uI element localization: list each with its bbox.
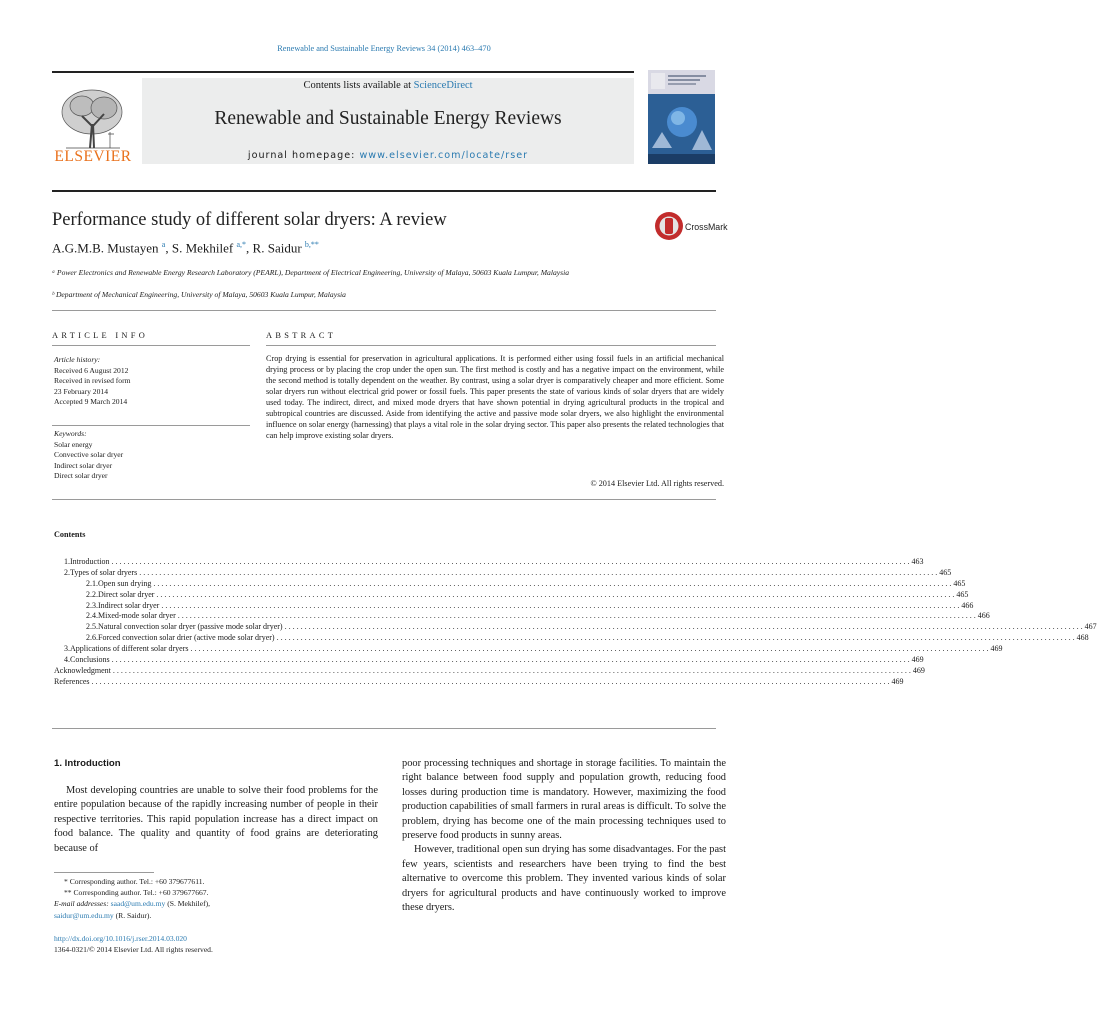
toc-entry[interactable]	[64, 622, 1097, 633]
doi-block	[54, 933, 213, 955]
toc-page-number[interactable]: 463	[911, 557, 924, 566]
intro-right-paragraph: However, traditional open sun drying has some disadvantages. For the past few years, scientists and researchers have been trying to find the best alternative to overcome this problem. They invented various kinds of solar dryers for agricultural products and have continuously worked to improve these dryers.	[402, 844, 726, 914]
email-owner: (S. Mekhilef),	[165, 899, 211, 909]
toc-page-number[interactable]: 467	[1084, 622, 1097, 632]
contents-available-line	[142, 80, 634, 91]
toc-title[interactable]: Open sun drying	[98, 578, 152, 588]
toc-page-number[interactable]: 466	[977, 611, 990, 621]
author-name[interactable]: S. Mekhilef	[171, 240, 234, 256]
abstract-copyright: © 2014 Elsevier Ltd. All rights reserved.	[590, 479, 724, 488]
toc-title[interactable]: References	[54, 676, 90, 686]
affiliation-b: ᵇ Department of Mechanical Engineering, University of Malaya, 50603 Kuala Lumpur, Malaysia	[52, 290, 346, 299]
toc-number: 1.	[64, 557, 70, 566]
introduction-heading: 1. Introduction	[54, 758, 121, 769]
abstract-rule	[266, 345, 716, 346]
header-bottom-rule	[52, 190, 716, 192]
toc-title[interactable]: Forced convection solar drier (active mode solar dryer)	[98, 633, 275, 643]
author-affiliation-marker[interactable]: b,**	[304, 240, 319, 249]
table-of-contents	[54, 557, 1097, 688]
abstract-text: Crop drying is essential for preservation in agricultural applications. It is performed either using fossil fuels in an artificial mechanical drying process or by placing the crop under the open sun. The first method is costly and has a negative impact on the environment, while the second method is totally dependent on the weather. By contrast, using a solar dryer is comparatively cheaper and more efficient. Some solar dryers run without electrical grid power or fossil fuels. This paper presents the state of various kinds of solar dryers that are widely used today. The indirect, direct, and mixed mode dryers that have shown potential in drying agricultural products in the tropical and subtropical countries are discussed. Aside from identifying the active and passive mode solar dryers, we also highlight the environmental influence on solar energy (harnessing) that plays a vital role in the solar drying sector. This paper also presents the related technologies that can help improve existing solar dryers.	[266, 354, 724, 441]
toc-entry[interactable]	[64, 655, 924, 666]
toc-number: 2.2.	[86, 589, 98, 599]
footnote-author-1: * Corresponding author. Tel.: +60 379677611.	[64, 877, 205, 886]
keyword: Indirect solar dryer	[54, 460, 113, 470]
toc-leader-dots: . . . . . . . . . . . . . . . . . . . . . . . . . . . . . . . . . . . . . . . . . . . . . . . . . . . . . . . . . . . . . . . . . . . . . . . . . . . . . . . . . . . . . . . . . . . . . . . . . . . . . . . . . . . . . . . . . . . . . . . . . . . . . . . . . . . . . . . . . . . . . . . . . . . . . . . . . . . . . . . . . . . . . . . . . . . . . . . . . . . . . . . . . . . . . . . . . . . . . . . .	[190, 644, 989, 654]
crossmark-badge[interactable]	[654, 209, 734, 243]
toc-leader-dots: . . . . . . . . . . . . . . . . . . . . . . . . . . . . . . . . . . . . . . . . . . . . . . . . . . . . . . . . . . . . . . . . . . . . . . . . . . . . . . . . . . . . . . . . . . . . . . . . . . . . . . . . . . . . . . . . . . . . . . . . . . . . . . . . . . . . . . . . . . . . . . . . . . . . . . . . . . . . . . . . . . . . . . . . . . . . . . . . . . . . . . . . . . . . . . . . . . . . . . . .	[139, 567, 938, 577]
toc-title[interactable]: Indirect solar dryer	[98, 600, 160, 610]
affiliation-a: ᵃ Power Electronics and Renewable Energy Research Laboratory (PEARL), Department of Electrical Engineering, University of Malaya, 50603 Kuala Lumpur, Malaysia	[52, 268, 569, 277]
footnote-author-2: ** Corresponding author. Tel.: +60 379677667.	[64, 888, 209, 898]
author-name[interactable]: A.G.M.B. Mustayen	[52, 240, 159, 256]
toc-entry[interactable]	[64, 611, 990, 622]
toc-leader-dots: . . . . . . . . . . . . . . . . . . . . . . . . . . . . . . . . . . . . . . . . . . . . . . . . . . . . . . . . . . . . . . . . . . . . . . . . . . . . . . . . . . . . . . . . . . . . . . . . . . . . . . . . . . . . . . . . . . . . . . . . . . . . . . . . . . . . . . . . . . . . . . . . . . . . . . . . . . . . . . . . . . . . . . . . . . . . . . . . . . . . . . . . . . . . . . . . . . . . . . . .	[161, 600, 960, 610]
email-label: E-mail addresses:	[54, 899, 111, 909]
toc-page-number[interactable]: 468	[1076, 633, 1089, 643]
intro-left-paragraph: Most developing countries are unable to solve their food problems for the entire population because of the rapidly increasing number of people in their respective territories. This rapid population increase has a direct impact on food balance. The quality and quantity of food grains are deteriorating because of	[54, 785, 378, 854]
footnotes	[54, 876, 211, 921]
sciencedirect-link[interactable]: ScienceDirect	[413, 80, 473, 91]
toc-page-number[interactable]: 469	[891, 676, 904, 686]
keywords-list	[54, 429, 123, 482]
author-separator: ,	[165, 240, 172, 256]
toc-page-number[interactable]: 469	[911, 655, 924, 665]
intro-right-paragraph: poor processing techniques and shortage in storage facilities. To maintain the right balance between food supply and population growth, reducing food losses during production time is mandatory. However, maximizing the food production capabilities of small farmers in rural areas is difficult. To solve the problem, drying has become one of the main processing techniques used to preserve food products in sunny areas.	[402, 758, 726, 842]
toc-entry[interactable]	[64, 600, 974, 612]
toc-page-number[interactable]: 465	[953, 578, 966, 588]
toc-entry[interactable]	[64, 633, 1089, 644]
keyword: Solar energy	[54, 439, 93, 449]
article-info-heading: ARTICLE INFO	[52, 331, 149, 340]
toc-entry[interactable]	[54, 665, 925, 677]
toc-title[interactable]: Introduction	[70, 557, 110, 566]
keywords-label: Keywords:	[54, 429, 87, 438]
contents-end-rule	[52, 728, 716, 729]
doi-link[interactable]: http://dx.doi.org/10.1016/j.rser.2014.03.020	[54, 934, 187, 943]
toc-title[interactable]: Applications of different solar dryers	[70, 644, 189, 654]
toc-title[interactable]: Direct solar dryer	[98, 589, 155, 599]
author-separator: ,	[246, 240, 253, 256]
toc-number: 2.5.	[86, 622, 98, 632]
toc-title[interactable]: Mixed-mode solar dryer	[98, 611, 176, 621]
keyword: Direct solar dryer	[54, 471, 108, 481]
toc-leader-dots: . . . . . . . . . . . . . . . . . . . . . . . . . . . . . . . . . . . . . . . . . . . . . . . . . . . . . . . . . . . . . . . . . . . . . . . . . . . . . . . . . . . . . . . . . . . . . . . . . . . . . . . . . . . . . . . . . . . . . . . . . . . . . . . . . . . . . . . . . . . . . . . . . . . . . . . . . . . . . . . . . . . . . . . . . . . . . . . . . . . . . . . . . . . . . . . . . . . . . . . .	[91, 676, 890, 686]
toc-entry[interactable]	[64, 644, 1003, 655]
toc-leader-dots: . . . . . . . . . . . . . . . . . . . . . . . . . . . . . . . . . . . . . . . . . . . . . . . . . . . . . . . . . . . . . . . . . . . . . . . . . . . . . . . . . . . . . . . . . . . . . . . . . . . . . . . . . . . . . . . . . . . . . . . . . . . . . . . . . . . . . . . . . . . . . . . . . . . . . . . . . . . . . . . . . . . . . . . . . . . . . . . . . . . . . . . . . . . . . . . . . . . . . . . .	[111, 557, 910, 566]
abstract-end-rule	[52, 499, 716, 500]
article-info-rule	[52, 345, 250, 346]
toc-title[interactable]: Conclusions	[70, 655, 110, 665]
toc-number: 3.	[64, 644, 70, 654]
elsevier-wordmark: ELSEVIER	[54, 148, 132, 165]
article-history	[54, 355, 131, 408]
toc-leader-dots: . . . . . . . . . . . . . . . . . . . . . . . . . . . . . . . . . . . . . . . . . . . . . . . . . . . . . . . . . . . . . . . . . . . . . . . . . . . . . . . . . . . . . . . . . . . . . . . . . . . . . . . . . . . . . . . . . . . . . . . . . . . . . . . . . . . . . . . . . . . . . . . . . . . . . . . . . . . . . . . . . . . . . . . . . . . . . . . . . . . . . . . . . . . . . . . . . . . . . . . .	[156, 589, 955, 599]
toc-number: 2.1.	[86, 578, 98, 588]
journal-cover-image[interactable]	[648, 70, 715, 164]
toc-leader-dots: . . . . . . . . . . . . . . . . . . . . . . . . . . . . . . . . . . . . . . . . . . . . . . . . . . . . . . . . . . . . . . . . . . . . . . . . . . . . . . . . . . . . . . . . . . . . . . . . . . . . . . . . . . . . . . . . . . . . . . . . . . . . . . . . . . . . . . . . . . . . . . . . . . . . . . . . . . . . . . . . . . . . . . . . . . . . . . . . . . . . . . . . . . . . . . . . . . . . . . . .	[177, 611, 976, 621]
email-owner: (R. Saidur).	[113, 910, 152, 920]
toc-entry[interactable]	[54, 676, 904, 688]
header-top-rule	[52, 71, 634, 73]
toc-entry[interactable]	[64, 589, 969, 601]
contents-heading: Contents	[54, 530, 86, 539]
article-info-divider	[52, 425, 250, 426]
journal-citation[interactable]: Renewable and Sustainable Energy Reviews 34 (2014) 463–470	[277, 44, 491, 53]
paper-title: Performance study of different solar dryers: A review	[52, 210, 447, 230]
email-link[interactable]: saad@um.edu.my	[110, 899, 166, 909]
toc-entry[interactable]	[64, 578, 966, 590]
history-entry: Received in revised form	[54, 376, 131, 386]
toc-leader-dots: . . . . . . . . . . . . . . . . . . . . . . . . . . . . . . . . . . . . . . . . . . . . . . . . . . . . . . . . . . . . . . . . . . . . . . . . . . . . . . . . . . . . . . . . . . . . . . . . . . . . . . . . . . . . . . . . . . . . . . . . . . . . . . . . . . . . . . . . . . . . . . . . . . . . . . . . . . . . . . . . . . . . . . . . . . . . . . . . . . . . . . . . . . . . . . . . . . . . . . . .	[276, 633, 1075, 643]
toc-page-number[interactable]: 469	[990, 644, 1003, 654]
contents-prefix: Contents lists available at	[303, 80, 414, 91]
author-name[interactable]: R. Saidur	[252, 240, 302, 256]
toc-page-number[interactable]: 466	[961, 600, 974, 610]
toc-leader-dots: . . . . . . . . . . . . . . . . . . . . . . . . . . . . . . . . . . . . . . . . . . . . . . . . . . . . . . . . . . . . . . . . . . . . . . . . . . . . . . . . . . . . . . . . . . . . . . . . . . . . . . . . . . . . . . . . . . . . . . . . . . . . . . . . . . . . . . . . . . . . . . . . . . . . . . . . . . . . . . . . . . . . . . . . . . . . . . . . . . . . . . . . . . . . . . . . . . . . . . . .	[153, 578, 952, 588]
toc-entry[interactable]	[64, 557, 924, 568]
toc-number: 2.	[64, 567, 70, 577]
journal-title: Renewable and Sustainable Energy Reviews	[214, 108, 562, 129]
toc-entry[interactable]	[64, 567, 952, 579]
author-affiliation-marker[interactable]: a	[161, 240, 166, 249]
author-list	[52, 240, 319, 256]
journal-homepage-line	[142, 150, 634, 161]
toc-number: 2.3.	[86, 600, 98, 610]
toc-number: 2.4.	[86, 611, 98, 621]
author-affiliation-marker[interactable]: a,*	[236, 240, 247, 249]
crossmark-label: CrossMark	[685, 222, 728, 232]
homepage-link[interactable]: www.elsevier.com/locate/rser	[359, 150, 529, 161]
footnote-rule	[54, 872, 154, 873]
toc-number: 4.	[64, 655, 70, 665]
toc-title[interactable]: Types of solar dryers	[70, 567, 138, 577]
toc-leader-dots: . . . . . . . . . . . . . . . . . . . . . . . . . . . . . . . . . . . . . . . . . . . . . . . . . . . . . . . . . . . . . . . . . . . . . . . . . . . . . . . . . . . . . . . . . . . . . . . . . . . . . . . . . . . . . . . . . . . . . . . . . . . . . . . . . . . . . . . . . . . . . . . . . . . . . . . . . . . . . . . . . . . . . . . . . . . . . . . . . . . . . . . . . . . . . . . . . . . . . . . .	[111, 655, 910, 665]
intro-right-column	[402, 757, 726, 915]
toc-page-number[interactable]: 465	[939, 567, 952, 577]
footnote-emails-cont	[54, 910, 210, 921]
abstract-heading: ABSTRACT	[266, 331, 337, 340]
toc-page-number[interactable]: 465	[956, 589, 969, 599]
history-entry: Received 6 August 2012	[54, 365, 129, 375]
toc-number: 2.6.	[86, 633, 98, 643]
footnote-emails	[54, 898, 210, 909]
affiliation-rule	[52, 310, 716, 311]
issn-copyright: 1364-0321/© 2014 Elsevier Ltd. All rights reserved.	[54, 945, 213, 955]
history-entry: 23 February 2014	[54, 386, 108, 396]
toc-title[interactable]: Acknowledgment	[54, 665, 111, 675]
email-link[interactable]: saidur@um.edu.my	[54, 910, 114, 920]
homepage-prefix: journal homepage:	[247, 150, 360, 161]
toc-leader-dots: . . . . . . . . . . . . . . . . . . . . . . . . . . . . . . . . . . . . . . . . . . . . . . . . . . . . . . . . . . . . . . . . . . . . . . . . . . . . . . . . . . . . . . . . . . . . . . . . . . . . . . . . . . . . . . . . . . . . . . . . . . . . . . . . . . . . . . . . . . . . . . . . . . . . . . . . . . . . . . . . . . . . . . . . . . . . . . . . . . . . . . . . . . . . . . . . . . . . . . . .	[112, 665, 911, 675]
toc-title[interactable]: Natural convection solar dryer (passive mode solar dryer)	[98, 622, 283, 632]
keyword: Convective solar dryer	[54, 450, 124, 460]
history-entry: Accepted 9 March 2014	[54, 397, 128, 407]
toc-leader-dots: . . . . . . . . . . . . . . . . . . . . . . . . . . . . . . . . . . . . . . . . . . . . . . . . . . . . . . . . . . . . . . . . . . . . . . . . . . . . . . . . . . . . . . . . . . . . . . . . . . . . . . . . . . . . . . . . . . . . . . . . . . . . . . . . . . . . . . . . . . . . . . . . . . . . . . . . . . . . . . . . . . . . . . . . . . . . . . . . . . . . . . . . . . . . . . . . . . . . . . . .	[284, 622, 1083, 632]
toc-page-number[interactable]: 469	[912, 665, 925, 675]
history-label: Article history:	[54, 355, 101, 364]
